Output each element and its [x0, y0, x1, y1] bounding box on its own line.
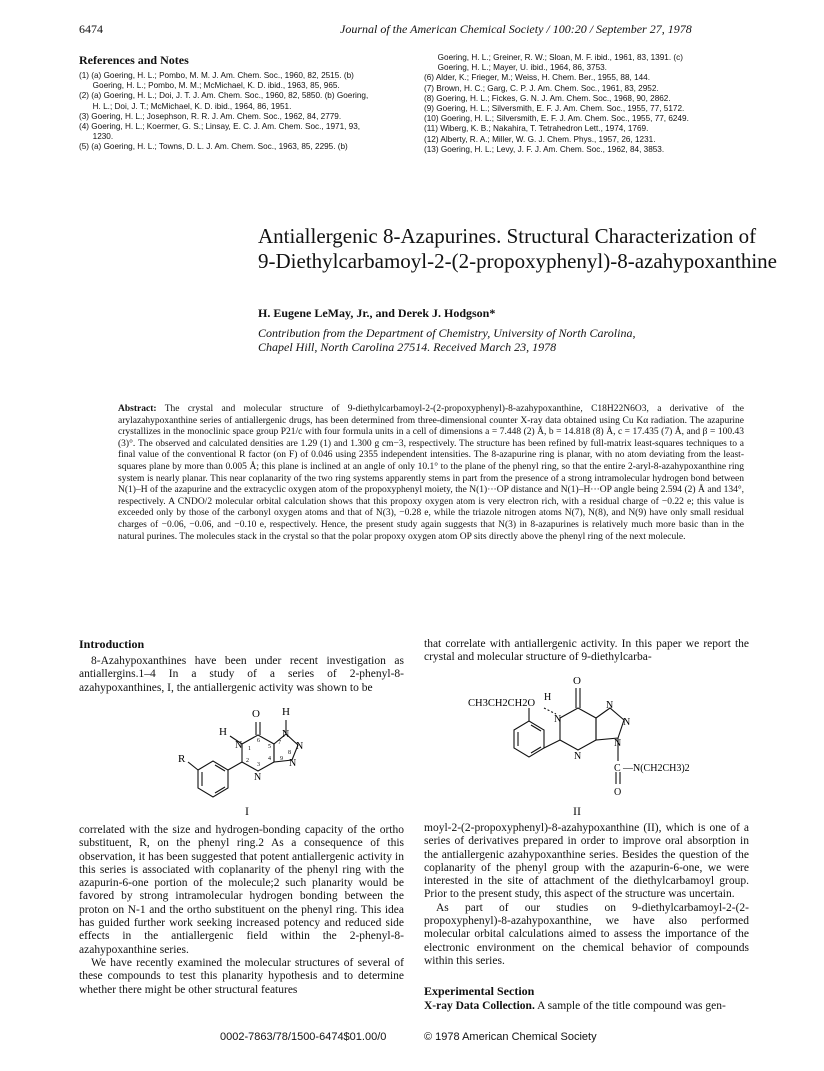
references-heading: References and Notes [79, 53, 189, 67]
structure-I-num9: 9 [280, 756, 283, 762]
structure-I-num8: 8 [288, 750, 291, 756]
structure-II-N3: N [574, 751, 582, 762]
reference-line: (5) (a) Goering, H. L.; Towns, D. L. J. Am. Chem. Soc., 1963, 85, 2295. (b) [79, 142, 348, 152]
structure-I-label: I [245, 804, 249, 818]
abstract-text: The crystal and molecular structure of 9-diethylcarbamoyl-2-(2-propoxyphenyl)-8-azahypoxanthine, C18H22N6O3, a derivative of the arylazahypoxanthine series of antiallergenic drugs, has been determined from three-dimensional counter X-ray data obtained using Cu Kα radiation. The azapurine crystallizes in the monoclinic space group P21/c with four formula units in a cell of dimensions a = 7.448 (2) Å, b = 14.818 (8) Å, c = 17.435 (7) Å, and β = 100.43 (3)°. The observed and calculated densities are 1.29 (1) and 1.300 g cm−3, respectively. The structure has been refined by full-matrix least-squares techniques to a final value of the conventional R factor (on F) of 0.046 using 2355 independent intensities. The 8-azapurine ring is planar, with no atom deviating from the least-squares plane by more than 0.005 Å; this plane is inclined at an angle of only 10.1° to the plane of the phenyl ring, so that the entire 2-aryl-8-azahypoxanthine ring system is nearly planar. This near coplanarity of the two ring systems apparently stems in part from the presence of a strong intramolecular hydrogen bond between N(1)–H of the azapurine and the extracyclic oxygen atom of the propoxyphenyl moiety, the N(1)···OP distance and N(1)–H···OP angle being 2.594 (2) Å and 134°, respectively. A CNDO/2 molecular orbital calculation shows that this propoxy oxygen atom is very electron rich, with a residual charge of −0.22 e; this value is exceeded only by those of the carbonyl oxygen atoms and that of N(3), −0.28 e, while the triazole nitrogen atoms N(7), N(8), and N(9) have only small residual charges of −0.06, −0.06, and −0.10 e, respectively. Hence, the present study again suggests that N(3) in 8-azapurines is relatively much more basic than in the natural purines. The molecules stack in the crystal so that the polar propoxy oxygen atom OP sits directly above the phenyl ring of the next molecule. [118, 404, 744, 542]
reference-line: Goering, H. L.; Pombo, M. M.; McMichael, K. D. ibid., 1963, 85, 965. [79, 81, 340, 91]
structure-I-num2: 2 [246, 758, 249, 764]
structure-I-num1: 1 [248, 746, 251, 752]
article-authors: H. Eugene LeMay, Jr., and Derek J. Hodgson* [258, 306, 496, 320]
reference-line: Goering, H. L.; Greiner, R. W.; Sloan, M. F. ibid., 1961, 83, 1391. (c) [424, 53, 683, 62]
reference-line: (6) Alder, K.; Frieger, M.; Weiss, H. Chem. Ber., 1955, 88, 144. [424, 73, 651, 83]
reference-line: (7) Brown, H. C.; Garg, C. P. J. Am. Chem. Soc., 1961, 83, 2952. [424, 83, 659, 93]
intro-p1: 8-Azahypoxanthines have been under recent investigation as antiallergins.1–4 In a study of a series of 2-phenyl-8-azahypoxanthines, I, the antiallergenic activity was shown to be [79, 655, 404, 694]
reference-line: H. L.; Doi, J. T.; McMichael, K. D. ibid., 1964, 86, 1951. [79, 101, 292, 111]
structure-II-pyrimidine-ring [560, 708, 596, 750]
reference-line: Goering, H. L.; Mayer, U. ibid., 1964, 86, 3753. [424, 63, 607, 73]
col2-paragraph-2-3 [424, 822, 749, 968]
intro-p2: correlated with the size and hydrogen-bonding capacity of the ortho substituent, R, on the phenyl ring.2 As a consequence of this observation, it has been suggested that potent antiallergenic activity in this series is associated with coplanarity of the phenyl ring with the azapurin-6-one portion of the molecule;2 such planarity would be favored by strong intramolecular hydrogen bonding between the proton on N-1 and the ortho substituent on the phenyl ring. This idea has guided further work seeking increased potency and reduced side effects in the antiallergenic field within the 2-phenyl-8-azahypoxanthine series. [79, 824, 404, 956]
references-right-column [424, 53, 689, 155]
footer-code: 0002-7863/78/1500-6474$01.00/0 [220, 1031, 387, 1043]
xray-subheading: X-ray Data Collection. [424, 1000, 535, 1012]
col2-p2: moyl-2-(2-propoxyphenyl)-8-azahypoxanthine (II), which is one of a series of derivatives prepared in order to improve oral absorption in the antiallergenic azahypoxanthine series. Besides the question of the coplanarity of the phenyl group with the azapurin-6-one, we were interested in the site of attachment of the diethylcarbamoyl group. Prior to the present study, this aspect of the structure was uncertain. [424, 822, 749, 901]
experimental-paragraph [424, 1000, 749, 1013]
structure-II-N8: N [623, 717, 631, 728]
article-affiliation [258, 326, 778, 354]
structure-I-O: O [252, 708, 260, 720]
structure-I-N1: N [235, 740, 243, 751]
intro-paragraph-2-3 [79, 824, 404, 997]
structure-II-N7: N [606, 700, 614, 711]
abstract-label: Abstract: [118, 404, 157, 414]
xray-text: A sample of the title compound was gen- [537, 1000, 726, 1012]
structure-I-N3: N [254, 772, 262, 783]
col2-p1: that correlate with antiallergenic activity. In this paper we report the crystal and molecular structure of 9-diethylcarba- [424, 638, 749, 664]
reference-line: (10) Goering, H. L.; Silversmith, E. F. J. Am. Chem. Soc., 1955, 77, 6249. [424, 114, 689, 124]
abstract [118, 404, 744, 543]
intro-p3: We have recently examined the molecular structures of several of these compounds to test this planarity hypothesis and to determine whether there might be other structural features [79, 956, 404, 996]
structure-I-num4: 4 [268, 756, 271, 762]
structure-II-diagram [468, 668, 758, 798]
introduction-heading: Introduction [79, 637, 145, 651]
intro-paragraph-1 [79, 655, 404, 695]
reference-line: (13) Goering, H. L.; Levy, J. F. J. Am. Chem. Soc., 1962, 84, 3853. [424, 144, 665, 154]
structure-I-H-top: H [282, 706, 290, 718]
structure-I-diagram [168, 700, 338, 820]
experimental-heading: Experimental Section [424, 984, 535, 998]
structure-I-N9: N [289, 758, 297, 769]
reference-line: (11) Wiberg, K. B.; Nakahira, T. Tetrahedron Lett., 1974, 1769. [424, 124, 649, 134]
structure-I-num6: 6 [257, 738, 260, 744]
structure-I-N7: N [282, 729, 290, 740]
article-title: Antiallergenic 8-Azapurines. Structural Characterization of 9-Diethylcarbamoyl-2-(2-propoxyphenyl)-8-azahypoxanthine [258, 224, 777, 273]
structure-I-H-N1: H [219, 726, 227, 738]
structure-I-num5: 5 [268, 744, 271, 750]
structure-II-N9: N [614, 738, 622, 749]
structure-II-propoxy: CH3CH2CH2O [468, 698, 536, 709]
reference-line: (9) Goering, H. L.; Silversmith, E. F. J. Am. Chem. Soc., 1955, 77, 5172. [424, 104, 685, 114]
reference-line: (12) Alberty, R. A.; Miller, W. G. J. Chem. Phys., 1957, 26, 1231. [424, 134, 656, 144]
col2-paragraph-1 [424, 638, 749, 665]
affiliation-line-1: Contribution from the Department of Chemistry, University of North Carolina, [258, 326, 636, 340]
structure-II-O-top: O [573, 675, 581, 687]
structure-II-triazole-ring [596, 708, 624, 740]
reference-line: (1) (a) Goering, H. L.; Pombo, M. M. J. Am. Chem. Soc., 1960, 82, 2515. (b) [79, 71, 354, 80]
reference-line: (2) (a) Goering, H. L.; Doi, J. T. J. Am. Chem. Soc., 1960, 82, 5850. (b) Goering, [79, 91, 369, 101]
running-header: Journal of the American Chemical Society / 100:20 / September 27, 1978 [340, 22, 692, 36]
structure-II-N1: N [554, 714, 562, 725]
page-number: 6474 [79, 22, 103, 36]
structure-II-C: C [614, 763, 621, 774]
structure-II-H: H [544, 692, 552, 703]
structure-II-O-bottom: O [614, 787, 622, 798]
reference-line: (3) Goering, H. L.; Josephson, R. R. J. Am. Chem. Soc., 1962, 84, 2779. [79, 111, 342, 121]
reference-line: (8) Goering, H. L.; Fickes, G. N. J. Am. Chem. Soc., 1968, 90, 2862. [424, 93, 671, 103]
reference-line: (4) Goering, H. L.; Koermer, G. S.; Linsay, E. C. J. Am. Chem. Soc., 1971, 93, [79, 122, 361, 132]
structure-I-num3: 3 [257, 762, 260, 768]
structure-II-amide: —N(CH2CH3)2 [623, 763, 690, 774]
structure-I-num7: 7 [278, 740, 281, 746]
col2-p3: As part of our studies on 9-diethylcarbamoyl-2-(2-propoxyphenyl)-8-azahypoxanthine, we have also performed molecular orbital calculations aimed to assess the importance of the electronic environment on the chemical behavior of compounds within this series. [424, 901, 749, 967]
affiliation-line-2: Chapel Hill, North Carolina 27514. Received March 23, 1978 [258, 340, 557, 354]
structure-I-R: R [178, 753, 186, 765]
structure-I-N8: N [296, 741, 304, 752]
reference-line: 1230. [79, 132, 114, 142]
footer-copyright: © 1978 American Chemical Society [424, 1031, 597, 1043]
structure-II-label: II [573, 804, 581, 818]
references-left-column [79, 71, 368, 153]
